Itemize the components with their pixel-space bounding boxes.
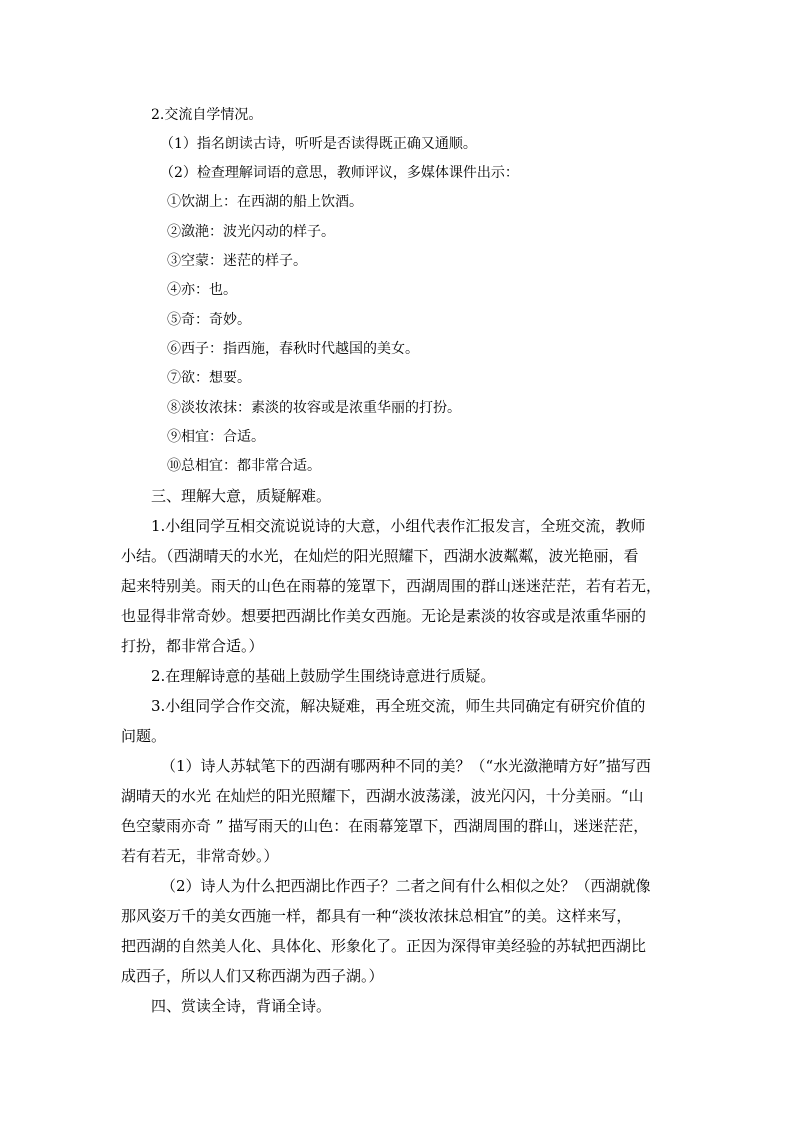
- section-heading-3: 三、理解大意，质疑解难。: [151, 487, 332, 505]
- section-heading-2: 2.交流自学情况。: [151, 107, 263, 123]
- vocab-item: ②潋滟：波光闪动的样子。: [167, 224, 335, 240]
- paragraph-line: （2）诗人为什么把西湖比作西子？二者之间有什么相似之处？（西湖就像: [161, 877, 651, 895]
- paragraph-line: （1）诗人苏轼笔下的西湖有哪两种不同的美？（“水光潋滟晴方好”描写西: [161, 757, 651, 775]
- vocab-item: ⑨相宜：合适。: [167, 429, 265, 445]
- vocab-item: ⑦欲：想要。: [167, 370, 251, 386]
- paragraph-line: 若有若无，非常奇妙。）: [121, 847, 279, 865]
- paragraph-line: 成西子，所以人们又称西湖为西子湖。）: [121, 967, 384, 985]
- vocab-item: ⑩总相宜：都非常合适。: [167, 458, 321, 474]
- paragraph-line: 起来特别美。雨天的山色在雨幕的笼罩下，西湖周围的群山迷迷茫茫，若有若无，: [121, 577, 662, 595]
- paragraph-line: 小结。（西湖晴天的水光，在灿烂的阳光照耀下，西湖水波粼粼，波光艳丽，看: [121, 547, 639, 565]
- paragraph-line: 打扮，都非常合适。）: [121, 637, 264, 655]
- paragraph-line: 2.在理解诗意的基础上鼓励学生围绕诗意进行质疑。: [151, 667, 496, 685]
- paragraph-line: 那风姿万千的美女西施一样，都具有一种“淡妆浓抹总相宜”的美。这样来写，: [121, 907, 632, 925]
- list-item: （2）检查理解词语的意思，教师评议，多媒体课件出示：: [160, 165, 519, 181]
- vocab-item: ③空蒙：迷茫的样子。: [167, 253, 307, 269]
- paragraph-line: 问题。: [121, 727, 167, 745]
- list-item: （1）指名朗读古诗，听听是否读得既正确又通顺。: [160, 136, 477, 152]
- vocab-item: ⑥西子：指西施，春秋时代越国的美女。: [167, 341, 419, 357]
- paragraph-line: 1.小组同学互相交流说说诗的大意，小组代表作汇报发言，全班交流，教师: [151, 517, 646, 535]
- vocab-item: ④亦：也。: [167, 282, 237, 298]
- section-heading-4: 四、赏读全诗，背诵全诗。: [151, 997, 332, 1015]
- vocab-item: ⑧淡妆浓抹：素淡的妆容或是浓重华丽的打扮。: [167, 400, 461, 416]
- vocab-item: ①饮湖上：在西湖的船上饮酒。: [167, 194, 363, 210]
- paragraph-line: 3.小组同学合作交流，解决疑难，再全班交流，师生共同确定有研究价值的: [151, 697, 646, 715]
- paragraph-line: 把西湖的自然美人化、具体化、形象化了。正因为深得审美经验的苏轼把西湖比: [121, 937, 647, 955]
- paragraph-line: 湖晴天的水光 在灿烂的阳光照耀下，西湖水波荡漾，波光闪闪，十分美丽。“山: [121, 787, 644, 805]
- paragraph-line: 色空蒙雨亦奇 ” 描写雨天的山色：在雨幕笼罩下，西湖周围的群山，迷迷茫茫，: [121, 817, 649, 835]
- vocab-item: ⑤奇：奇妙。: [167, 312, 251, 328]
- paragraph-line: 也显得非常奇妙。想要把西湖比作美女西施。无论是素淡的妆容或是浓重华丽的: [121, 607, 647, 625]
